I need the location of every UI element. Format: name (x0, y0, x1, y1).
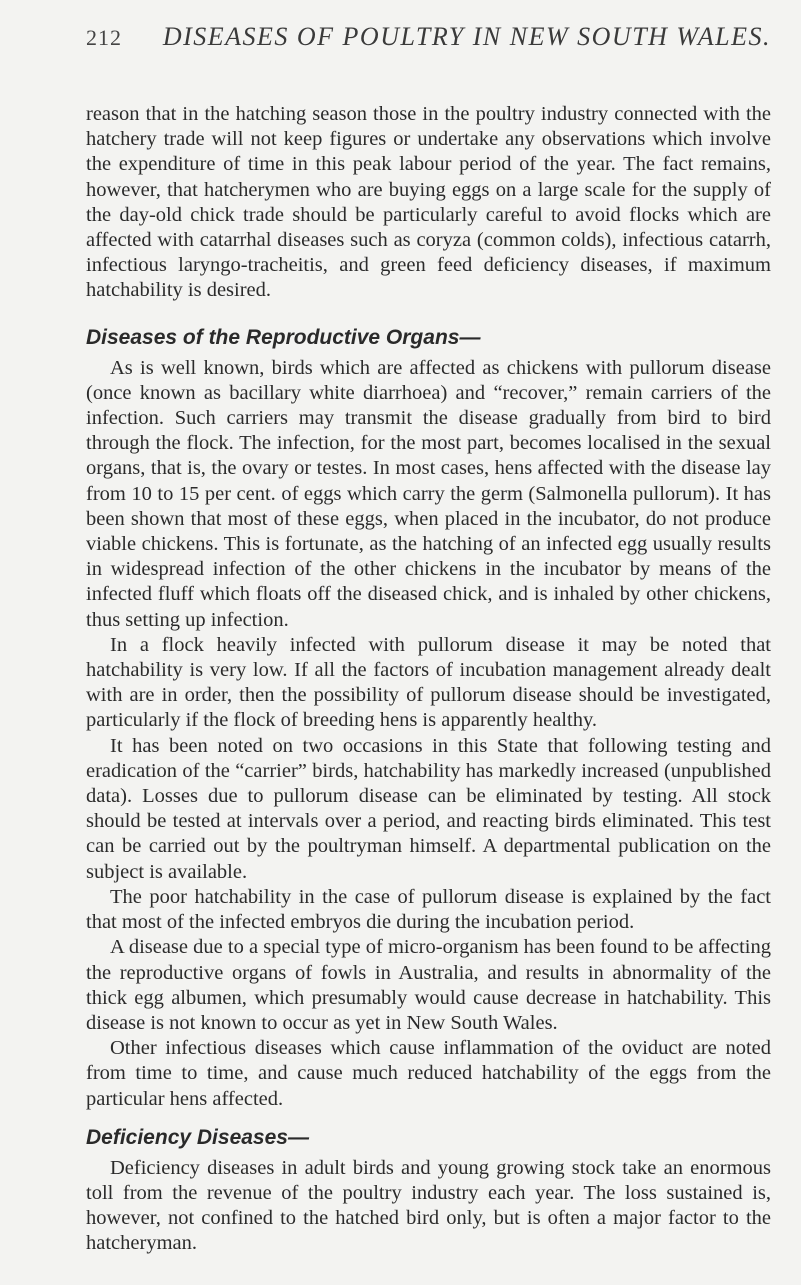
paragraph: The poor hatchability in the case of pullorum disease is explained by the fact that most of the infected embryos die during the incubation period. (86, 885, 771, 934)
page-number: 212 (86, 25, 122, 50)
running-title: DISEASES OF POULTRY IN NEW SOUTH WALES. (162, 22, 771, 51)
intro-paragraph: reason that in the hatching season those in the poultry industry connected with the hatchery trade will not keep figures or undertake any observations which involve the expenditure of time in this peak labour period of the year. The fact remains, however, that hatcherymen who are buying eggs on a large scale for the supply of the day-old chick trade should be particularly careful to avoid flocks which are affected with catarrhal diseases such as coryza (common colds), infectious catarrh, infectious laryngo-tracheitis, and green feed deficiency diseases, if maximum hatchability is desired. (86, 103, 771, 302)
paragraph: As is well known, birds which are affected as chickens with pullorum disease (once known as bacillary white diarrhoea) and “recover,” remain carriers of the infection. Such carriers may transmit the disease gradually from bird to bird through the flock. The infection, for the most part, becomes localised in the sexual organs, that is, the ovary or testes. In most cases, hens affected with the disease lay from 10 to 15 per cent. of eggs which carry the germ (Salmonella pullorum). It has been shown that most of these eggs, when placed in the incubator, do not produce viable chickens. This is fortunate, as the hatching of an infected egg usually results in widespread infection of the other chickens in the incubator by means of the infected fluff which floats off the diseased chick, and is inhaled by other chickens, thus setting up infection. (86, 356, 771, 631)
section-heading-deficiency: Deficiency Diseases— (86, 1125, 309, 1149)
paragraph: A disease due to a special type of micro-organism has been found to be affecting the reproductive organs of fowls in Australia, and results in abnormality of the thick egg albumen, which presumably would cause decrease in hatchability. This disease is not known to occur as yet in New South Wales. (86, 936, 771, 1034)
paragraph: Other infectious diseases which cause inflammation of the oviduct are noted from time to time, and cause much reduced hatchability of the eggs from the particular hens affected. (86, 1037, 771, 1110)
paragraph: It has been noted on two occasions in this State that following testing and eradication of the “carrier” birds, hatchability has markedly increased (unpublished data). Losses due to pullorum disease can be eliminated by testing. All stock should be tested at intervals over a period, and reacting birds eliminated. This test can be carried out by the poultryman himself. A departmental publication on the subject is available. (86, 734, 771, 883)
page-header (86, 22, 771, 62)
section-heading-reproductive: Diseases of the Reproductive Organs— (86, 325, 481, 349)
paragraph: In a flock heavily infected with pullorum disease it may be noted that hatchability is very low. If all the factors of incubation management already dealt with are in order, then the possibility of pullorum disease should be investigated, particularly if the flock of breeding hens is apparently healthy. (86, 633, 771, 732)
paragraph: Deficiency diseases in adult birds and young growing stock take an enormous toll from the revenue of the poultry industry each year. The loss sustained is, however, not confined to the hatched bird only, but is often a major factor to the hatcheryman. (86, 1156, 771, 1255)
